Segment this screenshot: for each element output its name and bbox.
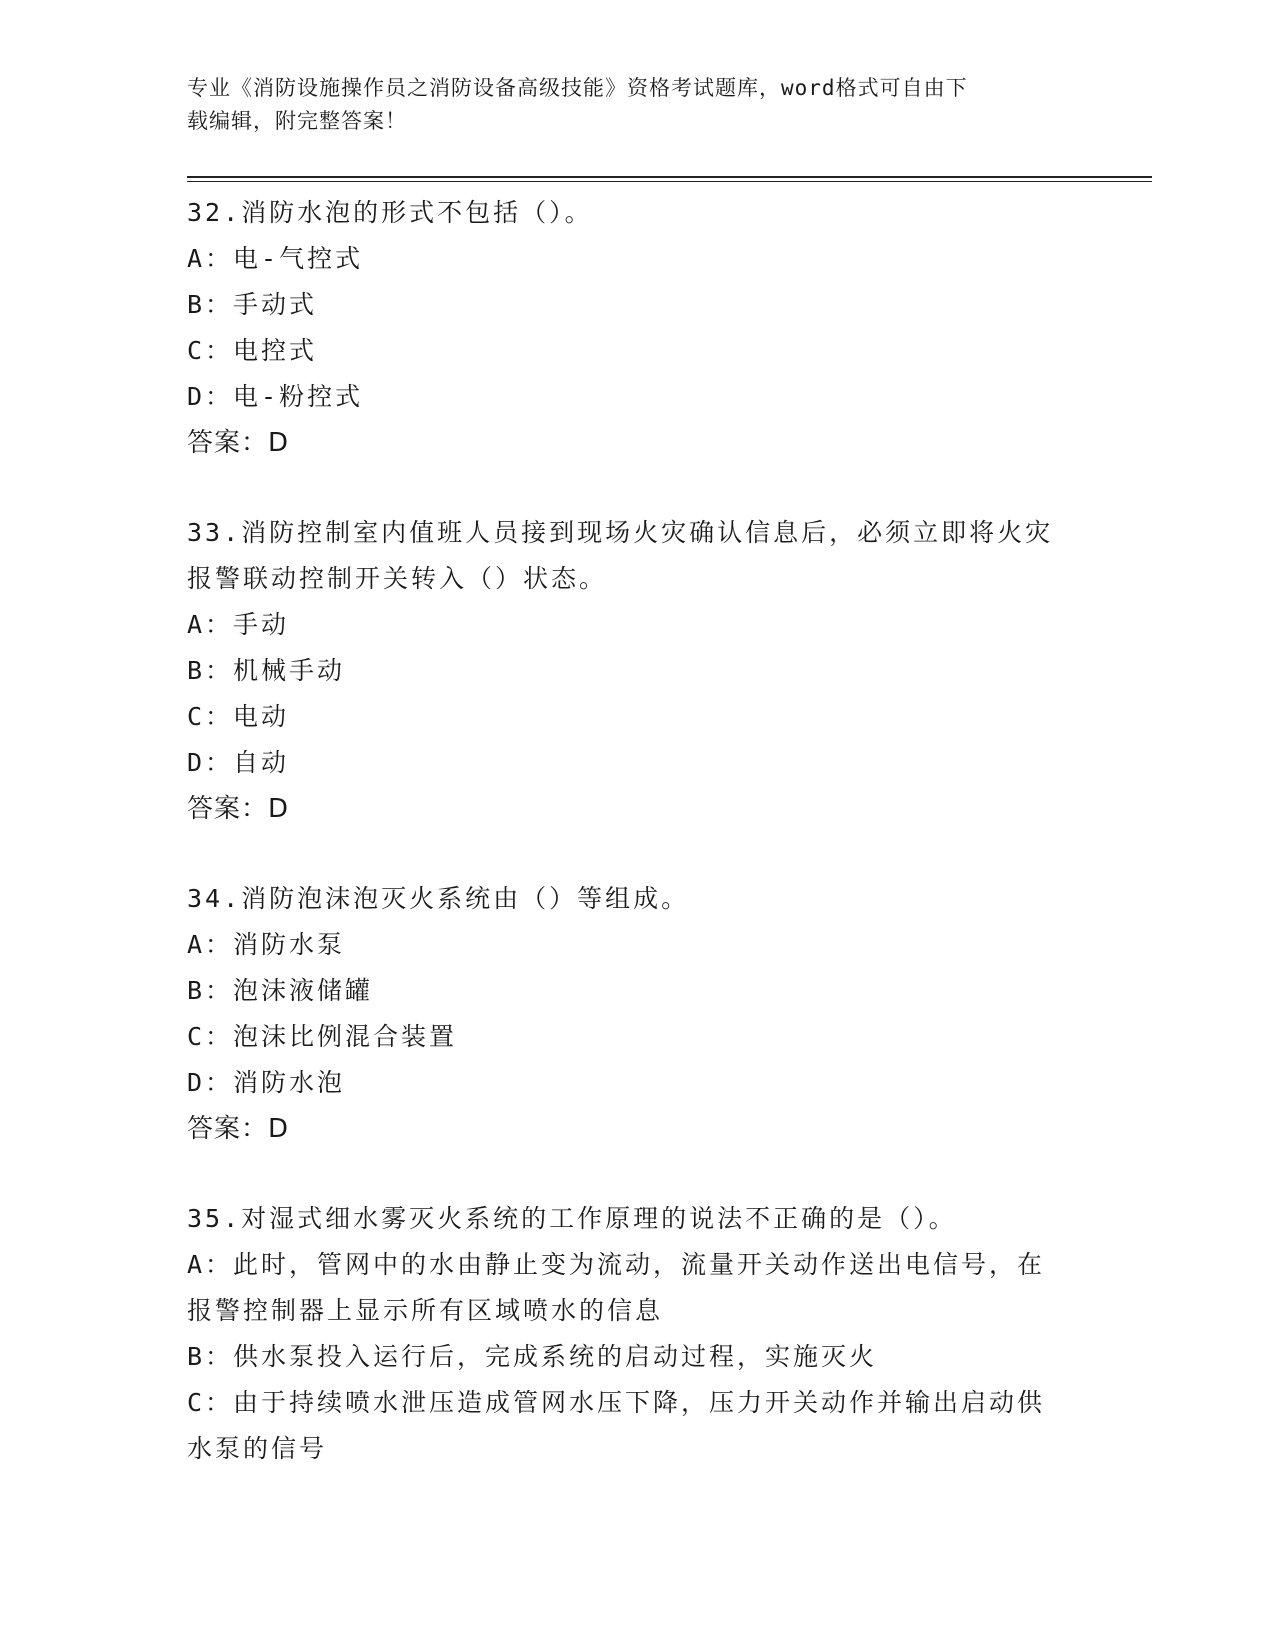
option-a: A：此时，管网中的水由静止变为流动，流量开关动作送出电信号，在 [187, 1250, 1046, 1279]
question-stem: 34.消防泡沫泡灭火系统由（）等组成。 [187, 884, 690, 913]
option-b: B：泡沫液储罐 [187, 976, 374, 1005]
question-35 [187, 1196, 1077, 1472]
option-c: C：泡沫比例混合装置 [187, 1022, 458, 1051]
option-a: A：消防水泵 [187, 930, 346, 959]
answer-label: 答案：D [187, 1114, 290, 1144]
option-c-cont: 水泵的信号 [187, 1434, 328, 1463]
option-d: D：消防水泡 [187, 1068, 346, 1097]
option-c: C：电动 [187, 702, 290, 731]
header-line-1: 专业《消防设施操作员之消防设备高级技能》资格考试题库，word格式可自由下 [187, 76, 968, 100]
question-stem-cont: 报警联动控制开关转入（）状态。 [187, 564, 608, 593]
option-d: D：自动 [187, 748, 290, 777]
question-list [187, 190, 1077, 1516]
answer-label: 答案：D [187, 794, 290, 824]
option-a-cont: 报警控制器上显示所有区域喷水的信息 [187, 1296, 664, 1325]
header-divider [187, 176, 1152, 178]
option-d: D：电-粉控式 [187, 382, 364, 411]
question-33 [187, 510, 1077, 832]
header-line-2: 载编辑，附完整答案！ [187, 109, 407, 133]
option-b: B：供水泵投入运行后，完成系统的启动过程，实施灭火 [187, 1342, 878, 1371]
question-stem: 32.消防水泡的形式不包括（）。 [187, 198, 593, 227]
option-c: C：电控式 [187, 336, 318, 365]
document-header [187, 72, 1067, 138]
option-a: A：手动 [187, 610, 290, 639]
question-stem: 33.消防控制室内值班人员接到现场火灾确认信息后，必须立即将火灾 [187, 518, 1054, 547]
option-a: A：电-气控式 [187, 244, 364, 273]
option-b: B：机械手动 [187, 656, 346, 685]
option-b: B：手动式 [187, 290, 318, 319]
question-stem: 35.对湿式细水雾灭火系统的工作原理的说法不正确的是（）。 [187, 1204, 957, 1233]
answer-label: 答案：D [187, 428, 290, 458]
question-34 [187, 876, 1077, 1152]
option-c: C：由于持续喷水泄压造成管网水压下降，压力开关动作并输出启动供 [187, 1388, 1046, 1417]
question-32 [187, 190, 1077, 466]
header-divider-thin [187, 181, 1152, 182]
